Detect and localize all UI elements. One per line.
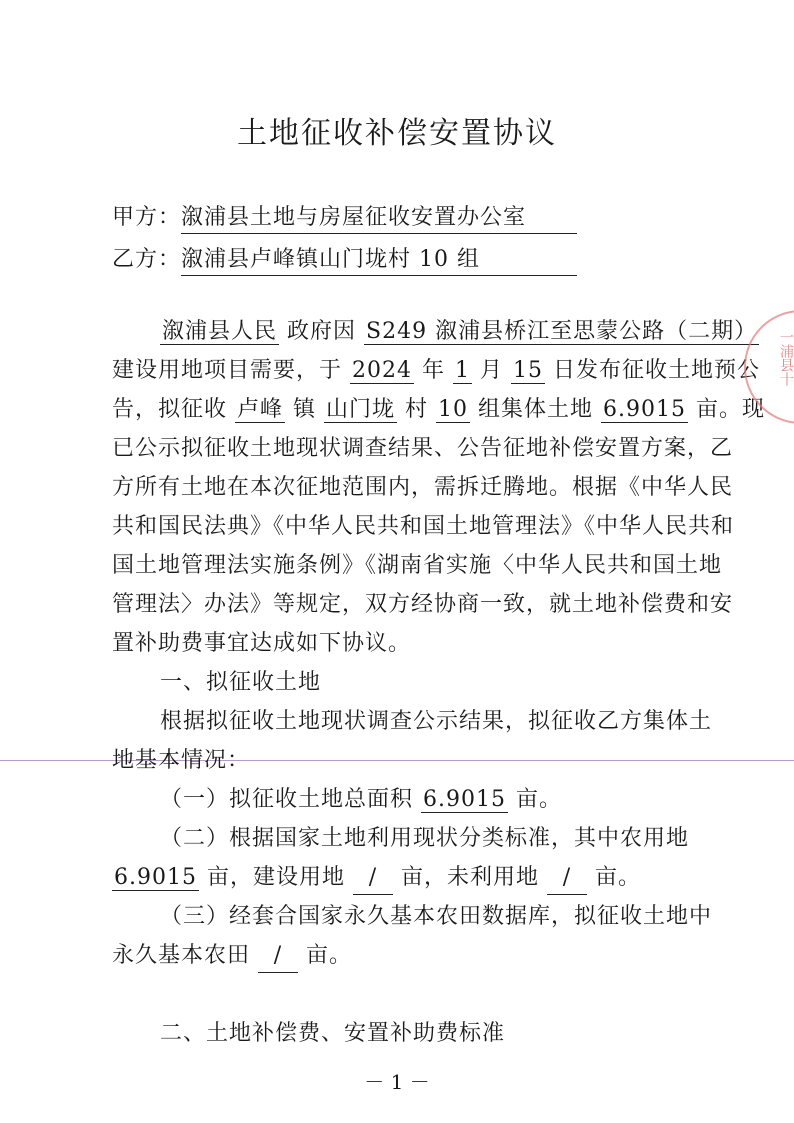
text: 亩，建设用地: [198, 865, 353, 890]
text: 永久基本农田: [112, 943, 258, 968]
party-a-line: [112, 200, 577, 234]
text: 亩。: [298, 943, 352, 968]
body-line-9: 置补助费事宜达成如下协议。: [112, 631, 412, 656]
text: 组集体土地: [470, 397, 602, 422]
farmland-area-value: 6.9015: [114, 865, 197, 890]
text: 政府因: [279, 319, 365, 344]
party-b-line: [112, 242, 577, 276]
item-2-line-1: （二）根据国家土地利用现状分类标准，其中农用地: [160, 826, 690, 851]
body-line-8: 管理法〉办法》等规定，双方经协商一致，就土地补偿费和安: [112, 592, 734, 617]
section1-paragraph-line-1: 根据拟征收土地现状调查公示结果，拟征收乙方集体土: [160, 709, 713, 734]
body-line-7: 国土地管理法实施条例》《湖南省实施〈中华人民共和国土地: [112, 553, 723, 578]
body-line-2: [112, 355, 760, 387]
seal-text: 一浦县十: [778, 330, 794, 386]
item-1: [160, 784, 740, 816]
construction-land-value: /: [353, 862, 393, 895]
section1-heading: 一、拟征收土地: [160, 670, 322, 695]
project-name: S249 溆浦县桥江至思蒙公路（二期）: [366, 319, 758, 344]
year-value: 2024: [352, 358, 412, 383]
body-line-4: 已公示拟征收土地现状调查结果、公告征地补偿安置方案，乙: [112, 436, 734, 461]
group-value: 10: [438, 397, 469, 422]
item-2-line-2: [112, 862, 692, 895]
body-line-3: [112, 394, 766, 426]
text: （一）拟征收土地总面积: [160, 787, 421, 812]
body-line-5: 方所有土地在本次征地范围内，需拆迁腾地。根据《中华人民: [112, 475, 734, 500]
day-value: 15: [513, 358, 543, 383]
section1-paragraph-line-2: 地基本情况：: [112, 748, 251, 773]
text: 年: [414, 358, 453, 383]
party-b-label: 乙方：: [112, 247, 182, 272]
section2-heading: 二、土地补偿费、安置补助费标准: [160, 1021, 506, 1046]
body-line-6: 共和国民法典》《中华人民共和国土地管理法》《中华人民共和: [112, 514, 735, 539]
text: 月: [472, 358, 511, 383]
total-area-value: 6.9015: [423, 787, 506, 812]
party-a-value: 溆浦县土地与房屋征收安置办公室: [181, 200, 577, 234]
town-value: 卢峰: [237, 397, 284, 422]
text: 日发布征收土地预公: [545, 358, 760, 383]
basic-farmland-value: /: [258, 940, 298, 973]
item-3-line-1: （三）经套合国家永久基本农田数据库，拟征收土地中: [160, 904, 713, 929]
text: 建设用地项目需要，于: [112, 358, 350, 383]
body-line-1: [160, 316, 758, 348]
document-title: 土地征收补偿安置协议: [237, 116, 557, 151]
text: 亩。现: [688, 397, 766, 422]
page-number: － 1 －: [364, 1070, 430, 1094]
text: 告，拟征收: [112, 397, 235, 422]
party-a-label: 甲方：: [112, 205, 182, 230]
text: 亩，未利用地: [392, 865, 547, 890]
village-value: 山门垅: [326, 397, 396, 422]
area-value: 6.9015: [603, 397, 687, 422]
unused-land-value: /: [547, 862, 587, 895]
item-3-line-2: [112, 940, 692, 973]
text: 村: [397, 397, 437, 422]
party-b-value: 溆浦县卢峰镇山门垅村 10 组: [181, 242, 577, 276]
text: 亩。: [507, 787, 562, 812]
government-name: 溆浦县人民: [162, 319, 278, 344]
month-value: 1: [455, 358, 470, 383]
text: 镇: [285, 397, 325, 422]
text: 亩。: [586, 865, 641, 890]
